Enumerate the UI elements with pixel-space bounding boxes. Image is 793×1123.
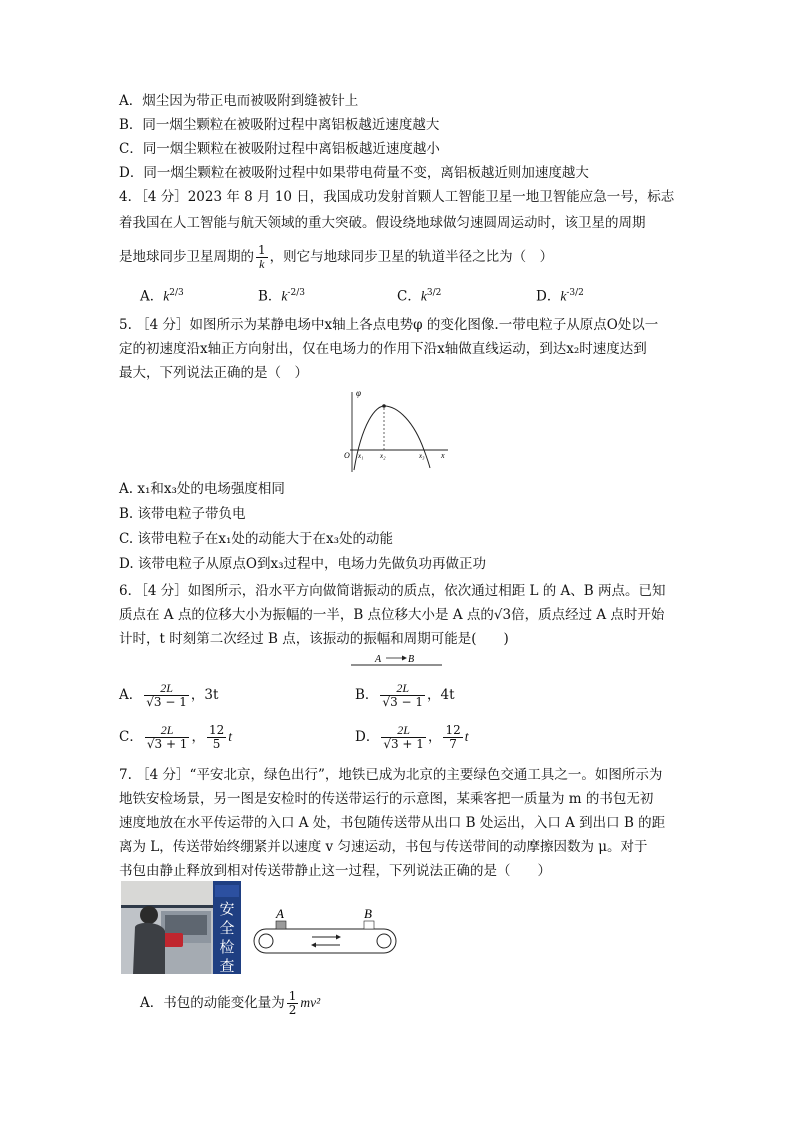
- x-axis-label: x: [441, 451, 445, 460]
- q4-line-3-end: ，则它与地球同步卫星的轨道半径之比为（ ）: [269, 249, 554, 265]
- q4-line-3-start: 是地球同步卫星周期的: [119, 249, 254, 265]
- point-b-label: B: [408, 654, 415, 665]
- sign-char-2: 全: [219, 921, 235, 937]
- sign-char-4: 查: [219, 959, 235, 974]
- sign-char-1: 安: [219, 902, 235, 918]
- q5-option-c: C. 该带电粒子在x₁处的动能大于在x₃处的动能: [119, 531, 393, 547]
- q6-line-2: 质点在 A 点的位移大小为振幅的一半，B 点位移大小是 A 点的√3倍，质点经过 A 点时开始: [119, 607, 665, 623]
- q6-option-a: A． $\frac{2L}{√3 - 1}$ ，3t: [119, 681, 219, 709]
- conveyor-belt-diagram: [250, 905, 400, 961]
- q4-option-b: B．$k^{-2/3}$: [258, 288, 305, 305]
- q4-option-a: A．$k^{2/3}$: [140, 288, 184, 305]
- sign-char-3: 检: [219, 940, 235, 956]
- q5-option-a: A. x₁和x₃处的电场强度相同: [119, 481, 285, 497]
- q4-line-2: 着我国在人工智能与航天领域的重大突破。假设绕地球做匀速圆周运动时，该卫星的周期: [119, 215, 646, 231]
- q7-line-4: 离为 L，传送带始终绷紧并以速度 v 匀速运动，书包与传送带间的动摩擦因数为 μ。对于: [119, 839, 648, 855]
- security-check-photo: [121, 881, 241, 974]
- q4-option-c: C．$k^{3/2}$: [397, 288, 442, 305]
- q3-option-b: B．同一烟尘颗粒在被吸附过程中离铝板越近速度越大: [119, 117, 440, 133]
- q5-line-2: 定的初速度沿x轴正方向射出，仅在电场力的作用下沿x轴做直线运动，到达x₂时速度达到: [119, 341, 647, 357]
- x1-label: x₁: [358, 452, 364, 460]
- belt-label-a: A: [276, 906, 284, 921]
- phi-label: φ: [356, 388, 361, 398]
- q5-option-b: B. 该带电粒子带负电: [119, 506, 246, 522]
- q6-option-d: D． $\frac{2L}{√3 + 1}$ ， $\frac{12}{7}$ t: [355, 723, 469, 751]
- ab-diagram: [350, 651, 444, 669]
- q6-option-c: C． $\frac{2L}{√3 + 1}$ ， $\frac{12}{5}$ t: [119, 723, 232, 751]
- q4-fraction: $\frac{1}{k}$: [258, 243, 266, 271]
- origin-label: O: [344, 451, 350, 460]
- q3-option-c: C．同一烟尘颗粒在被吸附过程中离铝板越近速度越小: [119, 141, 440, 157]
- q4-line-1: 4．［4 分］2023 年 8 月 10 日，我国成功发射首颗人工智能卫星一地卫智能应急一号，标志: [119, 189, 675, 205]
- q3-option-a: A．烟尘因为带正电而被吸附到缝被针上: [119, 93, 359, 109]
- q7-option-a: A．书包的动能变化量为 $\frac{1}{2}$ mv²: [140, 989, 321, 1017]
- q4-option-d: D．$k^{-3/2}$: [536, 288, 584, 305]
- q7-line-2: 地铁安检场景，另一图是安检时的传送带运行的示意图，某乘客把一质量为 m 的书包无初: [119, 791, 654, 807]
- q7-line-3: 速度地放在水平传运带的入口 A 处，书包随传送带从出口 B 处运出，入口 A 到出口 B 的距: [119, 815, 666, 831]
- x3-label: x₃: [419, 452, 425, 460]
- q5-line-3: 最大，下列说法正确的是（ ）: [119, 365, 308, 381]
- potential-graph: [340, 388, 452, 474]
- q7-line-1: 7. ［4 分］“平安北京，绿色出行”，地铁已成为北京的主要绿色交通工具之一。如图所示为: [119, 767, 663, 783]
- q6-line-1: 6．［4 分］如图所示，沿水平方向做简谐振动的质点，依次通过相距 L 的 A、B 两点。已知: [119, 583, 666, 599]
- q7-line-5: 书包由静止释放到相对传送带静止这一过程，下列说法正确的是（ ）: [119, 863, 551, 879]
- q5-option-d: D. 该带电粒子从原点O到x₃过程中，电场力先做负功再做正功: [119, 556, 487, 572]
- q4-line-3: [119, 244, 553, 271]
- belt-label-b: B: [364, 906, 372, 921]
- x2-label: x₂: [380, 452, 386, 460]
- q3-option-d: D．同一烟尘颗粒在被吸附过程中如果带电荷量不变，离铝板越近则加速度越大: [119, 165, 589, 181]
- q6-option-b: B． $\frac{2L}{√3 - 1}$ ，4t: [355, 681, 455, 709]
- q5-line-1: 5. ［4 分］如图所示为某静电场中x轴上各点电势φ 的变化图像.一带电粒子从原点O处以一: [119, 317, 659, 333]
- point-a-label: A: [375, 654, 382, 665]
- q6-line-3: 计时，t 时刻第二次经过 B 点，该振动的振幅和周期可能是( ): [119, 631, 509, 647]
